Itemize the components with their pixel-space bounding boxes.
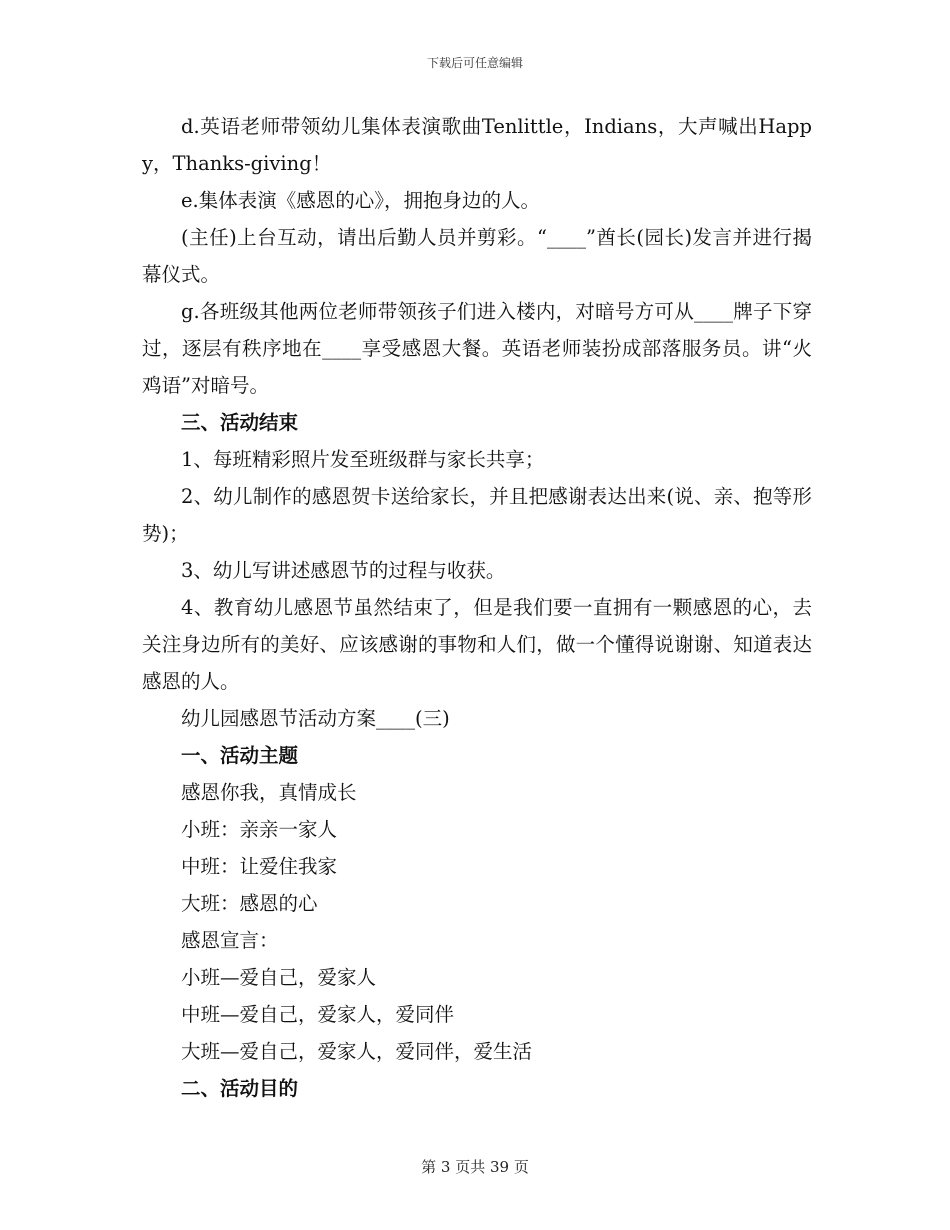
paragraph: e.集体表演《感恩的心》，拥抱身边的人。 — [181, 189, 540, 212]
paragraph: g.各班级其他两位老师带领孩子们进入楼内，对暗号方可从____牌子下穿过，逐层有秩序地在____享受感恩大餐。英语老师装扮成部落服务员。讲“火鸡语”对暗号。 — [142, 300, 812, 397]
paragraph: 感恩你我，真情成长 — [181, 781, 357, 804]
paragraph: 小班：亲亲一家人 — [181, 818, 338, 841]
paragraph: 大班—爱自己，爱家人，爱同伴，爱生活 — [181, 1040, 533, 1063]
list-item: 3、幼儿写讲述感恩节的过程与收获。 — [181, 559, 506, 582]
paragraph: (主任)上台互动，请出后勤人员并剪彩。“____”酋长(园长)发言并进行揭幕仪式。 — [142, 226, 812, 286]
list-item: 1、每班精彩照片发至班级群与家长共享； — [181, 448, 545, 471]
paragraph: 感恩宣言： — [181, 929, 279, 952]
list-item: 2、幼儿制作的感恩贺卡送给家长，并且把感谢表达出来(说、亲、抱等形势)； — [142, 485, 812, 545]
list-item: 4、教育幼儿感恩节虽然结束了，但是我们要一直拥有一颗感恩的心，去关注身边所有的美好、应该感谢的事物和人们，做一个懂得说谢谢、知道表达感恩的人。 — [142, 596, 812, 693]
section-heading: 二、活动目的 — [181, 1077, 299, 1100]
document-body — [142, 108, 812, 1107]
paragraph: 小班—爱自己，爱家人 — [181, 966, 377, 989]
page-footer: 第 3 页共 39 页 — [421, 1158, 529, 1176]
document-subtitle: 幼儿园感恩节活动方案____(三) — [181, 707, 450, 730]
section-heading: 三、活动结束 — [181, 411, 299, 434]
paragraph: 中班：让爱住我家 — [181, 855, 338, 878]
section-heading: 一、活动主题 — [181, 744, 299, 767]
paragraph: 中班—爱自己，爱家人，爱同伴 — [181, 1003, 455, 1026]
paragraph: 大班：感恩的心 — [181, 892, 318, 915]
page-header: 下载后可任意编辑 — [426, 56, 523, 70]
paragraph: d.英语老师带领幼儿集体表演歌曲Tenlittle，Indians，大声喊出Happy，Thanks-giving！ — [142, 115, 812, 175]
